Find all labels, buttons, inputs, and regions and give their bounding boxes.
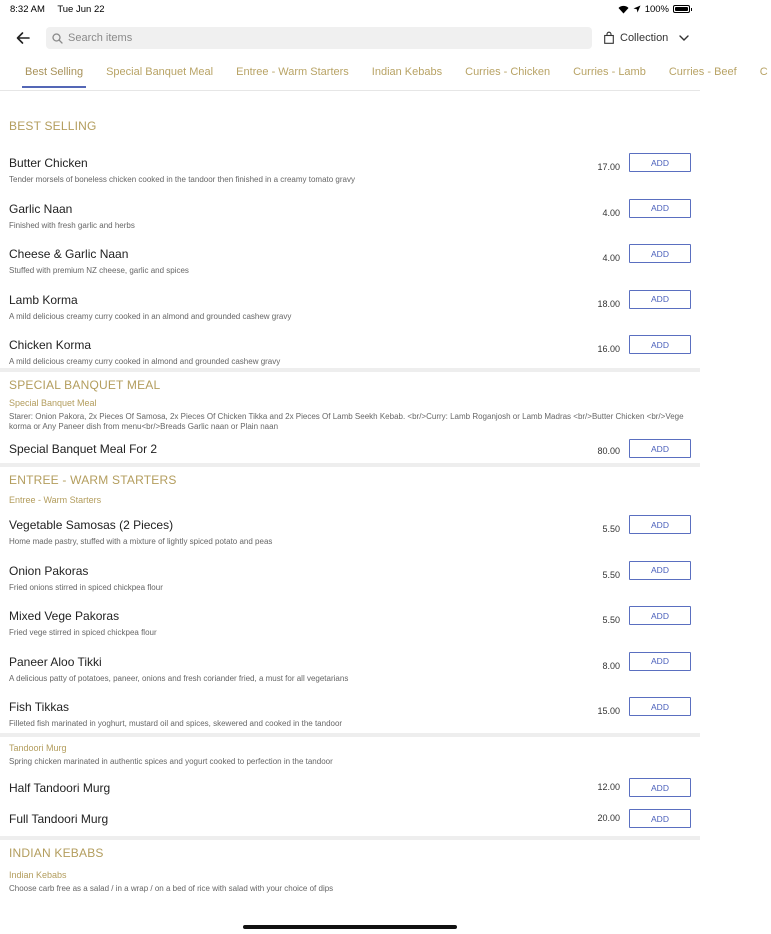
section-title-indian-kebabs: INDIAN KEBABS (9, 846, 104, 860)
menu-item (0, 606, 700, 652)
item-name: Garlic Naan (9, 201, 73, 216)
item-description: Finished with fresh garlic and herbs (9, 220, 135, 230)
subsection-title: Special Banquet Meal (9, 398, 97, 408)
item-price: 16.00 (597, 344, 620, 354)
add-button[interactable]: ADD (629, 290, 691, 309)
back-button[interactable] (8, 23, 38, 53)
item-name: Fish Tikkas (9, 700, 70, 714)
menu-item (0, 335, 700, 368)
item-name: Chicken Korma (9, 338, 92, 352)
menu-item (0, 437, 700, 463)
item-price: 5.50 (602, 524, 620, 534)
menu-item (0, 199, 700, 245)
section-title-best-selling: BEST SELLING (9, 119, 97, 133)
tab-truncated[interactable]: C (759, 66, 768, 78)
category-tabs (0, 58, 768, 91)
item-description: Home made pastry, stuffed with a mixture of lightly spiced potato and peas (9, 537, 273, 546)
item-price: 8.00 (602, 660, 620, 671)
add-button[interactable]: ADD (629, 652, 691, 671)
item-name: Mixed Vege Pakoras (9, 609, 120, 623)
menu-item (0, 804, 700, 836)
menu-item (0, 153, 700, 199)
subsection-title: Indian Kebabs (9, 870, 67, 880)
shopping-bag-icon (604, 32, 614, 44)
add-button[interactable]: ADD (629, 515, 691, 534)
menu-item (0, 244, 700, 290)
item-name: Butter Chicken (9, 156, 88, 170)
add-button[interactable]: ADD (629, 561, 691, 580)
item-price: 5.50 (602, 615, 620, 625)
item-price: 20.00 (597, 813, 620, 823)
item-price: 4.00 (602, 253, 620, 263)
wifi-icon (618, 5, 629, 14)
add-button[interactable]: ADD (629, 809, 691, 828)
item-description: Fried onions stirred in spiced chickpea flour (9, 582, 163, 592)
item-description: Fried vege stirred in spiced chickpea flour (9, 628, 157, 637)
menu-item (0, 561, 700, 607)
add-button[interactable]: ADD (629, 697, 691, 716)
item-name: Half Tandoori Murg (9, 781, 111, 795)
add-button[interactable]: ADD (629, 606, 691, 625)
item-description: Stuffed with premium NZ cheese, garlic and spices (9, 266, 189, 275)
add-button[interactable]: ADD (629, 199, 691, 218)
tab-entree-warm-starters[interactable]: Entree - Warm Starters (236, 66, 349, 78)
item-price: 17.00 (597, 162, 620, 172)
section-title-entree: ENTREE - WARM STARTERS (9, 473, 177, 487)
item-name: Cheese & Garlic Naan (9, 247, 129, 261)
tab-curries-lamb[interactable]: Curries - Lamb (573, 66, 646, 78)
item-description: Filleted fish marinated in yoghurt, mustard oil and spices, skewered and cooked in the tandoor (9, 719, 343, 728)
item-name: Onion Pakoras (9, 563, 89, 578)
item-name: Vegetable Samosas (2 Pieces) (9, 518, 174, 532)
tab-curries-chicken[interactable]: Curries - Chicken (465, 66, 551, 78)
status-left (10, 4, 115, 15)
back-arrow-icon (16, 32, 30, 44)
search-bar[interactable] (46, 27, 592, 49)
tab-special-banquet-meal[interactable]: Special Banquet Meal (106, 66, 214, 78)
item-price: 12.00 (597, 782, 620, 792)
subsection-title: Entree - Warm Starters (9, 495, 102, 505)
menu-item (0, 697, 700, 733)
subsection-description: Choose carb free as a salad / in a wrap / on a bed of rice with salad with your choice of dips (9, 884, 334, 893)
menu-item (0, 515, 700, 561)
item-name: Paneer Aloo Tikki (9, 654, 102, 669)
search-icon (52, 33, 63, 44)
status-date: Tue Jun 22 (57, 3, 105, 15)
collection-dropdown[interactable] (604, 32, 690, 44)
search-input[interactable] (68, 32, 568, 44)
battery-percent: 100% (644, 3, 669, 15)
item-description: A mild delicious creamy curry cooked in an almond and grounded cashew gravy (9, 311, 292, 321)
add-button[interactable]: ADD (629, 244, 691, 263)
item-name: Special Banquet Meal For 2 (9, 442, 158, 456)
item-price: 18.00 (597, 298, 620, 309)
add-button[interactable]: ADD (629, 778, 691, 797)
status-right (618, 4, 690, 15)
subsection-description: Starer: Onion Pakora, 2x Pieces Of Samosa, 2x Pieces Of Chicken Tikka and 2x Pieces Of Lamb Seekh Kebab. <br/>Curry: Lamb Roganjosh or Lamb Madras <br/>Butter Chicken <br/>Vege korma or Any Paneer dish from menu<br/>Breads Garlic naan or Plain naan (9, 412, 684, 431)
tab-indian-kebabs[interactable]: Indian Kebabs (371, 66, 443, 78)
item-price: 80.00 (597, 446, 620, 456)
item-description: Tender morsels of boneless chicken cooked in the tandoor then finished in a creamy tomato gravy (9, 175, 355, 184)
add-button[interactable]: ADD (629, 439, 691, 458)
item-description: A mild delicious creamy curry cooked in almond and grounded cashew gravy (9, 357, 281, 366)
tab-best-selling[interactable]: Best Selling (22, 66, 86, 88)
menu-content (0, 92, 700, 934)
item-name: Full Tandoori Murg (9, 812, 109, 826)
battery-icon (673, 5, 690, 13)
collection-label: Collection (620, 32, 669, 44)
add-button[interactable]: ADD (629, 153, 691, 172)
status-bar (0, 0, 700, 18)
item-price: 15.00 (597, 706, 620, 716)
chevron-down-icon (678, 34, 690, 42)
section-title-special-banquet: SPECIAL BANQUET MEAL (9, 378, 161, 392)
item-price: 5.50 (602, 569, 620, 580)
tab-curries-beef[interactable]: Curries - Beef (668, 66, 737, 78)
subsection-title: Tandoori Murg (9, 743, 67, 753)
home-indicator[interactable] (243, 925, 457, 929)
menu-item (0, 652, 700, 698)
item-price: 4.00 (602, 207, 620, 218)
location-icon (633, 5, 641, 13)
add-button[interactable]: ADD (629, 335, 691, 354)
subsection-description: Spring chicken marinated in authentic spices and yogurt cooked to perfection in the tandoor (9, 757, 333, 766)
item-name: Lamb Korma (9, 292, 78, 307)
status-time: 8:32 AM (10, 3, 45, 15)
menu-item (0, 773, 700, 804)
top-bar (0, 18, 700, 58)
item-description: A delicious patty of potatoes, paneer, onions and fresh coriander fried, a must for all vegetarians (9, 673, 349, 683)
menu-item (0, 290, 700, 336)
